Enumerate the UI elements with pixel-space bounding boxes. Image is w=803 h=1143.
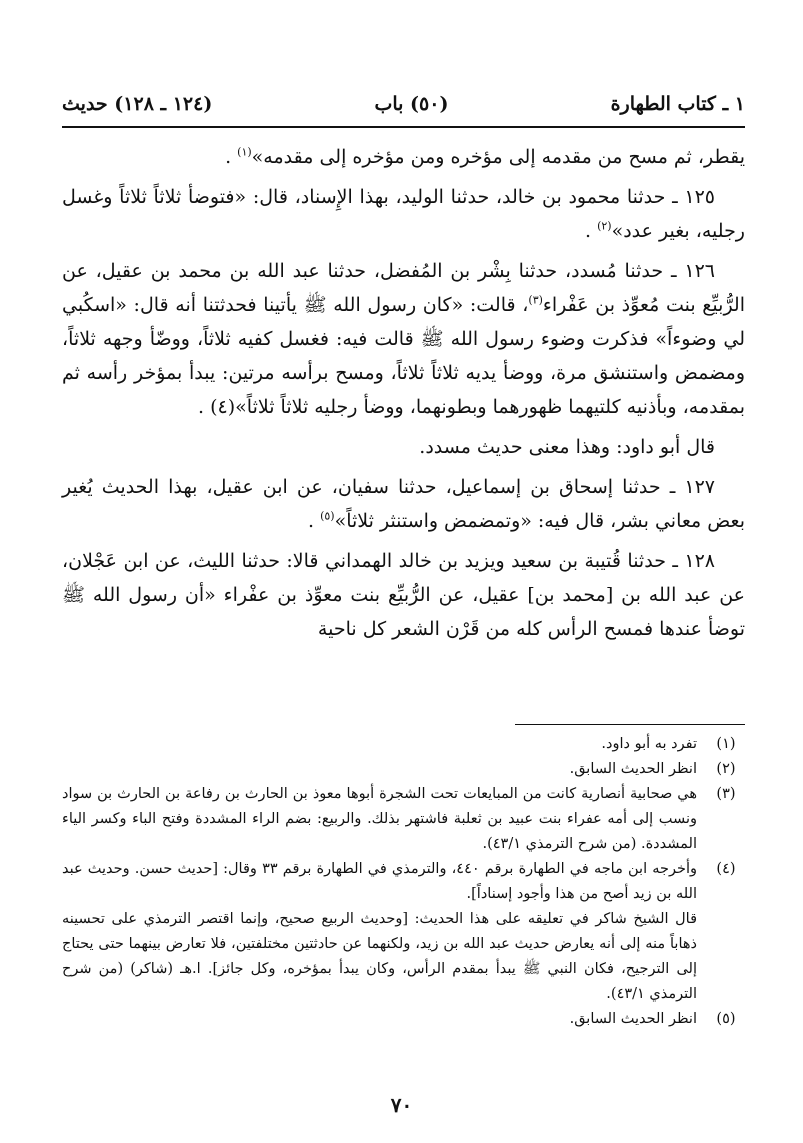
footnote-item xyxy=(62,782,745,857)
footnote-item xyxy=(62,1007,745,1032)
paragraph-abu-dawud-note xyxy=(62,430,745,464)
footnote-number: (٤) xyxy=(716,861,736,877)
paragraph-hadith-126 xyxy=(62,254,745,424)
footnote-text: قال الشيخ شاكر في تعليقه على هذا الحديث: [وحديث الربيع صحيح، وإنما اقتصر الترمذي على تحسينه ذهاباً منه إلى أنه يعارض حديث عبد الله بن زيد، ولكنهما عن حادثتين مختلفتين، فلا تعارض بينهما حتى يحتاج إلى الترجيح، فكان النبي ﷺ يبدأ بمقدم الرأس، وكان يبدأ بمؤخره، وكل جائز]. ا.هـ (شاكر) (من شرح الترمذي ٤٣/١). xyxy=(62,911,697,1002)
footnote-ref: (٣) xyxy=(528,293,543,307)
paragraph-tail: . xyxy=(584,220,598,242)
footnote-number: (٢) xyxy=(716,761,736,777)
footnote-rule xyxy=(515,724,745,725)
main-text xyxy=(62,140,745,652)
footnote-item xyxy=(62,757,745,782)
paragraph-text: ١٢٦ ـ حدثنا مُسدد، حدثنا بِشْر بن المُفضل، حدثنا عبد الله بن محمد بن عقيل، عن الرُّبيِّع بنت مُعوِّذ بن عَفْراء xyxy=(62,260,745,316)
paragraph-text: ١٢٨ ـ حدثنا قُتيبة بن سعيد ويزيد بن خالد الهمداني قالا: حدثنا الليث، عن ابن عَجْلان، عن عبد الله بن [محمد بن] عقيل، عن الرُّبيِّع بنت معوِّذ بن عفْراء «أن رسول الله ﷺ توضأ عندها فمسح الرأس كله من قَرْن الشعر كل ناحية xyxy=(62,550,745,640)
paragraph-text: يقطر، ثم مسح من مقدمه إلى مؤخره ومن مؤخره إلى مقدمه» xyxy=(251,146,745,168)
footnote-text: انظر الحديث السابق. xyxy=(569,1011,697,1027)
footnote-item xyxy=(62,732,745,757)
paragraph-hadith-127 xyxy=(62,470,745,538)
header-hadith-range: (١٢٤ ـ ١٢٨) حديث xyxy=(62,93,213,115)
header-book-title: ١ ـ كتاب الطهارة xyxy=(610,93,745,115)
footnote-text: هي صحابية أنصارية كانت من المبايعات تحت الشجرة أبوها معوذ بن الحارث بن رفاعة بن الحارث بن سواد ونسب إلى أمه عفراء بنت عبيد بن ثعلبة فاشتهر بذلك. والربيع: بضم الراء المشددة وفتح الباء وكسر الياء المشددة. (من شرح الترمذي ٤٣/١). xyxy=(62,786,697,852)
footnote-ref: (١) xyxy=(237,145,252,159)
paragraph-tail: ، قالت: «كان رسول الله ﷺ يأتينا فحدثتنا أنه قال: «اسكُبي لي وضوءاً» فذكرت وضوء رسول الله ﷺ قالت فيه: فغسل كفيه ثلاثاً، ووضّأ وجهه ثلاثاً، ومضمض واستنشق مرة، ووضأ يديه ثلاثاً ثلاثاً، ومسح برأسه مرتين: يبدأ بمؤخر رأسه ثم بمقدمه، وبأذنيه كلتيهما ظهورهما وبطونهما، ووضأ رجليه ثلاثاً ثلاثاً»(٤) . xyxy=(62,294,745,418)
paragraph-tail: . xyxy=(225,146,238,168)
footnote-text: انظر الحديث السابق. xyxy=(569,761,697,777)
paragraph-hadith-125 xyxy=(62,180,745,248)
footnote-number: (١) xyxy=(716,736,736,752)
footnote-item xyxy=(62,857,745,907)
footnote-number: (٣) xyxy=(716,786,736,802)
running-header xyxy=(62,86,745,122)
footnote-text: وأخرجه ابن ماجه في الطهارة برقم ٤٤٠، والترمذي في الطهارة برقم ٣٣ وقال: [حديث حسن. وحديث عبد الله بن زيد أصح من هذا وأجود إسناداً]. xyxy=(62,861,697,902)
footnote-number: (٥) xyxy=(716,1011,736,1027)
paragraph-text: ١٢٧ ـ حدثنا إسحاق بن إسماعيل، حدثنا سفيان، عن ابن عقيل، بهذا الحديث يُغير بعض معاني بشر، قال فيه: «وتمضمض واستنثر ثلاثاً» xyxy=(62,476,745,532)
page-number: ٧٠ xyxy=(390,1093,413,1117)
paragraph-hadith-128 xyxy=(62,544,745,646)
paragraph-text: ١٢٥ ـ حدثنا محمود بن خالد، حدثنا الوليد، بهذا الإِسناد، قال: «فتوضأ ثلاثاً ثلاثاً وغسل رجليه، بغير عدد» xyxy=(62,186,745,242)
paragraph-text: قال أبو داود: وهذا معنى حديث مسدد. xyxy=(419,436,715,458)
footnote-number xyxy=(707,907,745,1007)
paragraph-tail: . xyxy=(307,510,321,532)
header-chapter: (٥٠) باب xyxy=(374,93,449,115)
header-rule xyxy=(62,126,745,128)
footnotes xyxy=(62,732,745,1032)
footnote-ref: (٥) xyxy=(320,509,335,523)
footnote-text: تفرد به أبو داود. xyxy=(601,736,697,752)
paragraph-continuation xyxy=(62,140,745,174)
footnote-ref: (٢) xyxy=(597,219,612,233)
footnote-item xyxy=(62,907,745,1007)
